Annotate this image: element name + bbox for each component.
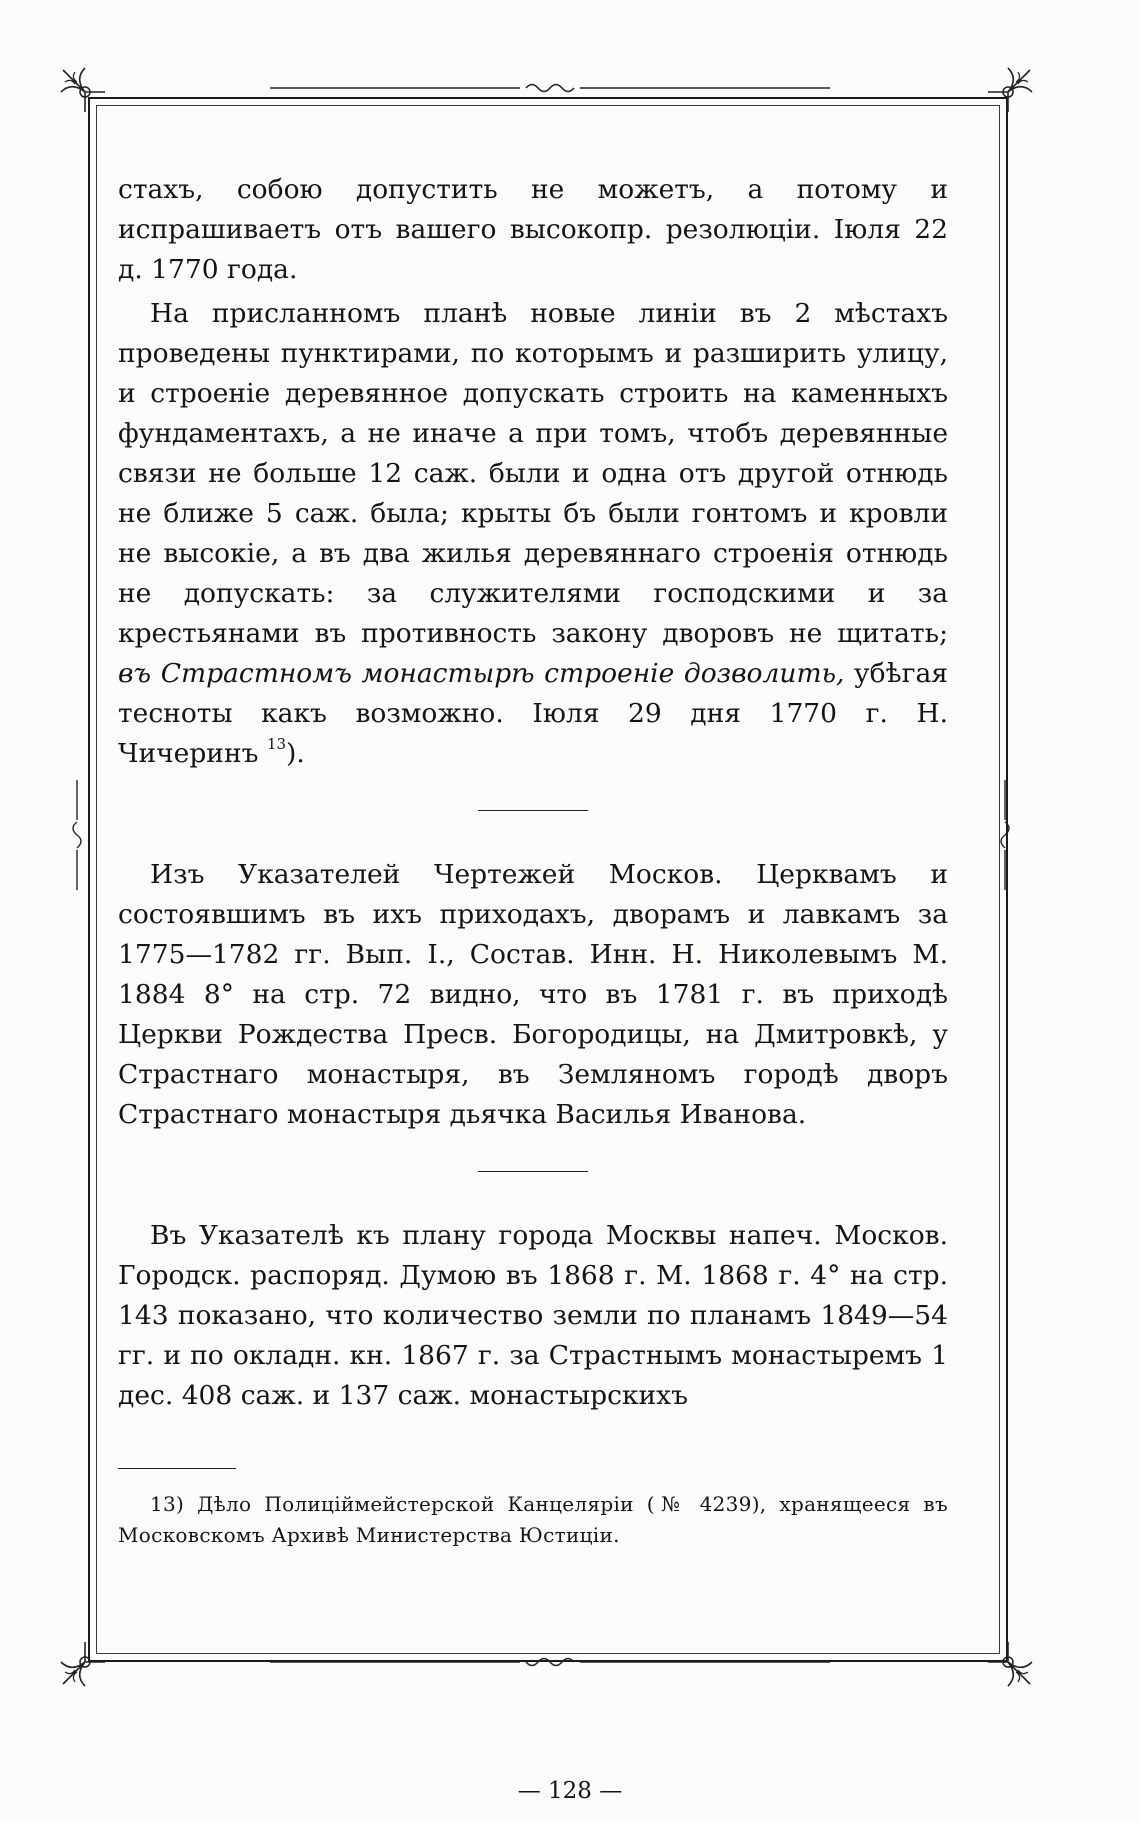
page-number: — 128 — (517, 1778, 623, 1804)
section-divider (478, 810, 588, 811)
order-italic-text: въ Страстномъ монастырѣ строеніе дозволить, (118, 658, 845, 689)
corner-ornament-icon (978, 62, 1038, 122)
order-paragraph (118, 294, 948, 774)
page-body (118, 170, 948, 1551)
footnote-text: Дѣло Полиціймейстерской Канцеляріи (№ 4239), хранящееся въ Московскомъ Архивѣ Министерства Юстиціи. (118, 1492, 948, 1547)
footnote-marker: 13) (150, 1492, 185, 1516)
order-text-end: убѣгая тесноты какъ возможно. Іюля 29 дня 1770 г. Н. Чичеринъ (118, 658, 948, 769)
left-side-ornament-icon (62, 780, 92, 890)
corner-ornament-icon (55, 1632, 115, 1692)
section-divider (478, 1171, 588, 1172)
corner-ornament-icon (55, 62, 115, 122)
top-ornament-rule-icon (270, 78, 830, 98)
order-text: На присланномъ планѣ новые линіи въ 2 мѣстахъ проведены пунктирами, по которымъ и разширить улицу, и строеніе деревянное допускать строить на каменныхъ фундаментахъ, а не иначе а при томъ, чтобъ деревянные связи не больше 12 саж. были и одна отъ другой отнюдь не ближе 5 саж. была; крыты бъ были гонтомъ и кровли не высокіе, а въ два жилья деревяннаго строенія отнюдь не допускать: за служителями господскими и за крестьянами въ противность закону дворовъ не щитать; (118, 298, 948, 649)
footnote (118, 1489, 948, 1551)
footnote-ref[interactable]: 13 (266, 735, 287, 753)
continued-paragraph: стахъ, собою допустить не можетъ, а потому и испрашиваетъ отъ вашего высокопр. резолюціи. Іюля 22 д. 1770 года. (118, 174, 948, 285)
right-side-ornament-icon (990, 780, 1020, 890)
corner-ornament-icon (978, 1632, 1038, 1692)
index-paragraph: Изъ Указателей Чертежей Москов. Церквамъ и состоявшимъ въ ихъ приходахъ, дворамъ и лавкамъ за 1775—1782 гг. Вып. I., Состав. Инн. Н. Николевымъ М. 1884 8° на стр. 72 видно, что въ 1781 г. въ приходѣ Церкви Рождества Пресв. Богородицы, на Дмитровкѣ, у Страстнаго монастыря, въ Земляномъ городѣ дворъ Страстнаго монастыря дьячка Василья Иванова. (118, 859, 948, 1130)
plan-paragraph: Въ Указателѣ къ плану города Москвы напеч. Москов. Городск. распоряд. Думою въ 1868 г. М. 1868 г. 4° на стр. 143 показано, что количество земли по планамъ 1849—54 гг. и по окладн. кн. 1867 г. за Страстнымъ монастыремъ 1 дес. 408 саж. и 137 саж. монастырскихъ (118, 1220, 948, 1411)
footnote-rule (118, 1468, 236, 1469)
order-close: ). (286, 738, 305, 769)
bottom-ornament-rule-icon (270, 1652, 830, 1672)
